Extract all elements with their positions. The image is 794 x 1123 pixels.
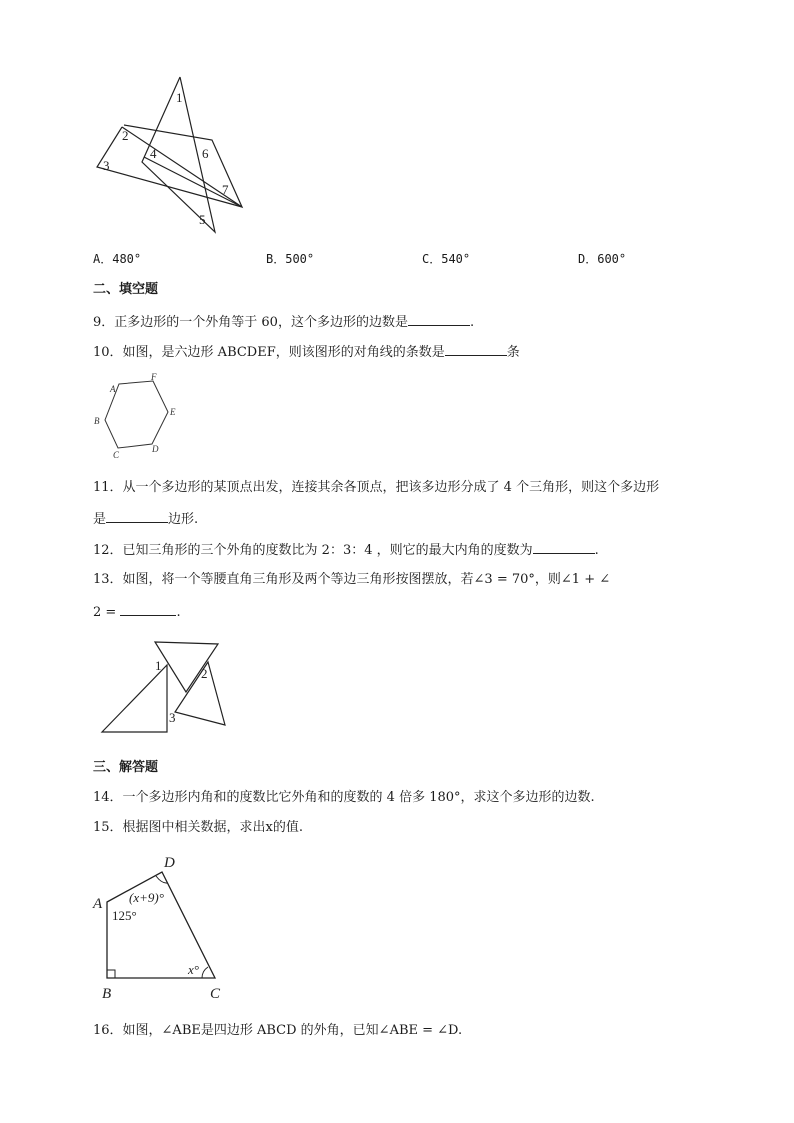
q15-label-a: A: [93, 896, 103, 912]
question-10: [93, 341, 520, 363]
q12-text: 12．已知三角形的三个外角的度数比为 2：3：4 ，则它的最大内角的度数为: [93, 543, 533, 558]
q8-label-3: 3: [103, 158, 110, 173]
q11-text: 是: [93, 512, 107, 527]
q15-label-c: C: [210, 986, 221, 1002]
question-11-line1: 11．从一个多边形的某顶点出发，连接其余各顶点，把该多边形分成了 4 个三角形，则这个多边形: [93, 480, 660, 495]
q15-angle-label-a: 125°: [112, 908, 137, 923]
q15-angle-label-c: x°: [188, 962, 199, 977]
q8-long-triangle: [97, 127, 242, 207]
q15-quadrilateral-figure: [92, 850, 227, 1002]
q8-figure: [92, 72, 252, 242]
q15-label-d: D: [164, 855, 175, 871]
q13-figure: [100, 640, 230, 735]
q11-text-end: 边形.: [168, 512, 199, 527]
q8-label-6: 6: [202, 146, 209, 161]
q8-option-c[interactable]: C．540°: [422, 252, 471, 266]
question-12: [93, 539, 599, 561]
q13-answer-blank[interactable]: [120, 601, 176, 616]
q10-text: 10．如图，是六边形 ABCDEF，则该图形的对角线的条数是: [93, 345, 445, 360]
section-title-fill-in: 二、填空题: [93, 282, 159, 297]
question-14: 14．一个多边形内角和的度数比它外角和的度数的 4 倍多 180°，求这个多边形的边数.: [93, 790, 595, 805]
question-9: [93, 311, 474, 333]
q13-text-end: .: [176, 605, 181, 620]
q10-answer-blank[interactable]: [445, 341, 507, 356]
q10-label-b: B: [94, 416, 100, 426]
q10-label-d: D: [152, 444, 159, 454]
q10-label-c: C: [113, 450, 120, 460]
q13-label-3: 3: [169, 710, 176, 725]
q12-answer-blank[interactable]: [533, 539, 595, 554]
question-13-line2: [93, 601, 181, 623]
q8-option-d[interactable]: D．600°: [578, 252, 627, 266]
q15-label-b: B: [102, 986, 112, 1002]
q15-angle-arc-c: [202, 967, 208, 978]
q9-answer-blank[interactable]: [408, 311, 470, 326]
q13-right-isosceles-triangle: [102, 665, 167, 732]
q9-text: 9．正多边形的一个外角等于 60，这个多边形的边数是: [93, 315, 408, 330]
question-13-line1: 13．如图，将一个等腰直角三角形及两个等边三角形按图摆放，若∠3 = 70°，则∠1 + ∠: [93, 572, 611, 587]
q8-option-b[interactable]: B．500°: [266, 252, 315, 266]
q10-label-a: A: [110, 384, 116, 394]
q13-label-2: 2: [201, 666, 208, 681]
q8-label-1: 1: [176, 90, 183, 105]
q11-answer-blank[interactable]: [106, 508, 168, 523]
q10-label-f: F: [151, 372, 157, 382]
question-16: 16．如图，∠ABE是四边形 ABCD 的外角，已知∠ABE = ∠D.: [93, 1023, 463, 1038]
q10-hexagon-figure: [92, 372, 187, 462]
q12-text-end: .: [594, 543, 599, 558]
q13-label-1: 1: [155, 658, 162, 673]
q13-text: 2 =: [93, 605, 117, 620]
q9-text-end: .: [469, 315, 475, 330]
q8-label-7: 7: [222, 182, 229, 197]
q15-right-angle-mark: [107, 970, 115, 978]
question-11-line2: [93, 508, 198, 530]
q10-label-e: E: [170, 407, 176, 417]
q15-angle-label-d: (x+9)°: [129, 890, 164, 905]
section-title-solve: 三、解答题: [93, 760, 159, 775]
question-15: 15．根据图中相关数据，求出x的值.: [93, 820, 304, 835]
q8-label-5: 5: [199, 212, 206, 227]
q8-label-2: 2: [122, 128, 129, 143]
q8-option-a[interactable]: A．480°: [93, 252, 142, 266]
q10-text-end: 条: [506, 345, 520, 360]
q8-label-4: 4: [150, 146, 157, 161]
